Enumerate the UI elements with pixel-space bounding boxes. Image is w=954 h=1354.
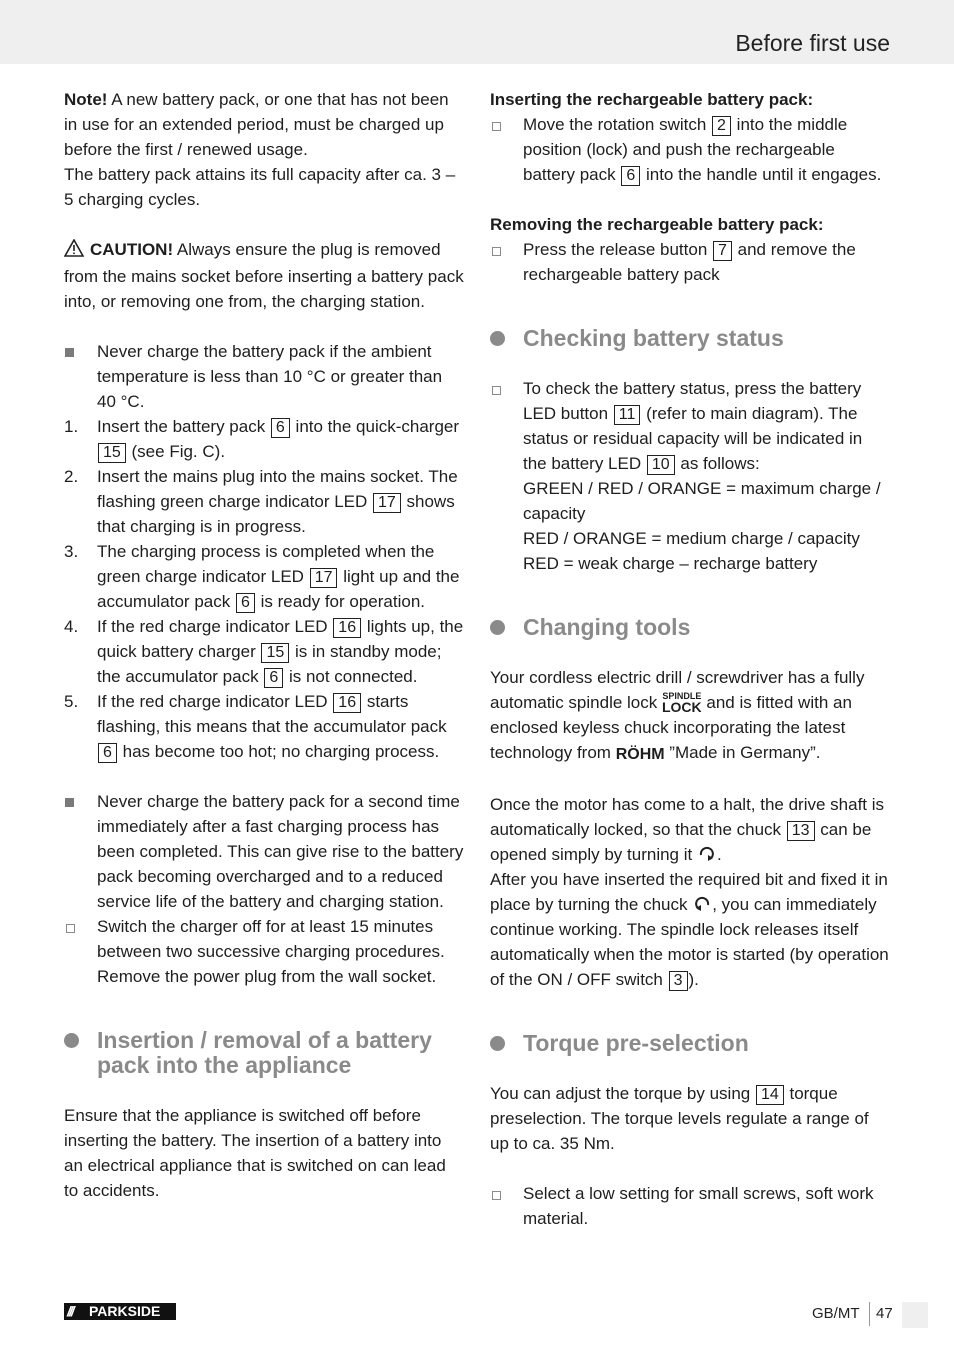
- status-line: RED = weak charge – recharge battery: [523, 554, 818, 573]
- step-item: 3. The charging process is completed when the green charge indicator LED 17 light up and the accumulator pack 6 is ready for operation.: [64, 542, 460, 611]
- step-item: 1. Insert the battery pack 6 into the quick-charger 15 (see Fig. C).: [64, 417, 460, 461]
- section-dot-icon: [64, 1033, 79, 1048]
- insertion-paragraph: Ensure that the appliance is switched off before inserting the battery. The insertion of a battery into an electrical appliance that is switched on can lead to accidents.: [64, 1106, 446, 1200]
- footer-language: GB/MT: [812, 1305, 860, 1322]
- spindle-lock-logo: SPINDLE LOCK: [661, 691, 702, 715]
- changing-paragraph-1: Your cordless electric drill / screwdriver has a fully automatic spindle lock SPINDLE LOCK and is fitted with an enclosed keyless chuck incorporating the latest technology from RÖHM ”Made in Germany”.: [490, 665, 890, 767]
- list-item: To check the battery status, press the battery LED button 11 (refer to main diagram). The status or residual capacity will be indicated in the battery LED 10 as follows: GREEN / RED / ORANGE = maximum charge / capacity RED / ORANGE = medium charge / capacity RED = weak charge – recharge battery: [490, 376, 890, 576]
- bullet-open-square-icon: [492, 122, 501, 131]
- rotate-counterclockwise-icon: [692, 895, 712, 914]
- ref-number-box: 14: [756, 1085, 784, 1105]
- right-column: [490, 87, 890, 1231]
- ref-number-box: 11: [614, 405, 641, 425]
- page-number: 47: [876, 1305, 893, 1322]
- note-label: Note!: [64, 90, 108, 109]
- ref-number-box: 7: [713, 241, 732, 261]
- ref-number-box: 16: [333, 693, 361, 713]
- bullet-open-square-icon: [492, 386, 501, 395]
- changing-paragraph-2: Once the motor has come to a halt, the drive shaft is automatically locked, so that the chuck 13 can be opened simply by turning it .: [490, 795, 885, 864]
- removing-heading: Removing the rechargeable battery pack:: [490, 215, 824, 234]
- section-dot-icon: [490, 620, 505, 635]
- list-item: Press the release button 7 and remove the rechargeable battery pack: [490, 237, 890, 287]
- ref-number-box: 15: [261, 643, 289, 663]
- bullet-open-square-icon: [492, 1191, 501, 1200]
- ref-number-box: 6: [98, 743, 117, 763]
- changing-paragraph-3: After you have inserted the required bit and fixed it in place by turning the chuck , you can immediately continue working. The spindle lock releases itself automatically when the motor is started (by operation of the ON / OFF switch 3 ).: [490, 870, 889, 989]
- note-text: A new battery pack, or one that has not been in use for an extended period, must be charged up before the first / renewed usage.: [64, 90, 449, 159]
- bullet-open-square-icon: [66, 924, 75, 933]
- section-heading-insertion: Insertion / removal of a battery pack into the appliance: [64, 1028, 464, 1078]
- step-item: 4. If the red charge indicator LED 16 lights up, the quick battery charger 15 is in standby mode; the accumulator pack 6 is not connected.: [64, 617, 464, 686]
- ref-number-box: 6: [621, 166, 640, 186]
- status-line: RED / ORANGE = medium charge / capacity: [523, 529, 860, 548]
- caution-label: CAUTION!: [90, 240, 174, 259]
- section-heading-checking: Checking battery status: [490, 326, 890, 351]
- section-heading-changing: Changing tools: [490, 615, 890, 640]
- page-title: Before first use: [735, 30, 890, 56]
- list-item: Select a low setting for small screws, soft work material.: [490, 1181, 890, 1231]
- footer-tab: [902, 1302, 928, 1328]
- rotate-clockwise-icon: [697, 845, 717, 864]
- bullet-square-icon: [65, 348, 74, 357]
- ref-number-box: 10: [647, 455, 675, 475]
- section-dot-icon: [490, 331, 505, 346]
- ref-number-box: 17: [373, 493, 401, 513]
- ref-number-box: 15: [98, 443, 126, 463]
- section-heading-torque: Torque pre-selection: [490, 1031, 890, 1056]
- step-item: 2. Insert the mains plug into the mains socket. The flashing green charge indicator LED 17 shows that charging is in progress.: [64, 467, 458, 536]
- warning-triangle-icon: [64, 239, 84, 264]
- ref-number-box: 2: [712, 116, 731, 136]
- list-item: Never charge the battery pack if the ambient temperature is less than 10 °C or greater than 40 °C.: [64, 339, 464, 414]
- inserting-heading: Inserting the rechargeable battery pack:: [490, 90, 814, 109]
- note-paragraph: [64, 87, 464, 162]
- ref-number-box: 13: [787, 821, 815, 841]
- list-item: Move the rotation switch 2 into the middle position (lock) and push the rechargeable battery pack 6 into the handle until it engages.: [490, 112, 890, 187]
- bullet-open-square-icon: [492, 247, 501, 256]
- caution-paragraph: [64, 237, 464, 314]
- left-column: [64, 87, 464, 1203]
- ref-number-box: 6: [264, 668, 283, 688]
- ref-number-box: 16: [333, 618, 361, 638]
- list-item: Switch the charger off for at least 15 minutes between two successive charging procedures. Remove the power plug from the wall socket.: [64, 914, 464, 989]
- step-item: 5. If the red charge indicator LED 16 starts flashing, this means that the accumulator pack 6 has become too hot; no charging process.: [64, 692, 447, 761]
- note-paragraph-2: The battery pack attains its full capacity after ca. 3 – 5 charging cycles.: [64, 165, 456, 209]
- caution-text: Always ensure the plug is removed from the mains socket before inserting a battery pack into, or removing one from, the charging station.: [64, 240, 464, 311]
- torque-paragraph: You can adjust the torque by using 14 torque preselection. The torque levels regulate a range of up to ca. 35 Nm.: [490, 1084, 869, 1153]
- list-item: Never charge the battery pack for a second time immediately after a fast charging process has been completed. This can give rise to the battery pack becoming overcharged and to a reduced service life of the battery and charging station.: [64, 789, 464, 914]
- footer-divider: [869, 1302, 870, 1326]
- parkside-logo: /// PARKSIDE: [64, 1303, 176, 1320]
- ref-number-box: 6: [271, 418, 290, 438]
- status-line: GREEN / RED / ORANGE = maximum charge / capacity: [523, 479, 881, 523]
- section-dot-icon: [490, 1036, 505, 1051]
- bullet-square-icon: [65, 798, 74, 807]
- ref-number-box: 17: [310, 568, 338, 588]
- rohm-logo: RÖHM: [615, 746, 665, 763]
- ref-number-box: 3: [669, 971, 688, 991]
- ref-number-box: 6: [236, 593, 255, 613]
